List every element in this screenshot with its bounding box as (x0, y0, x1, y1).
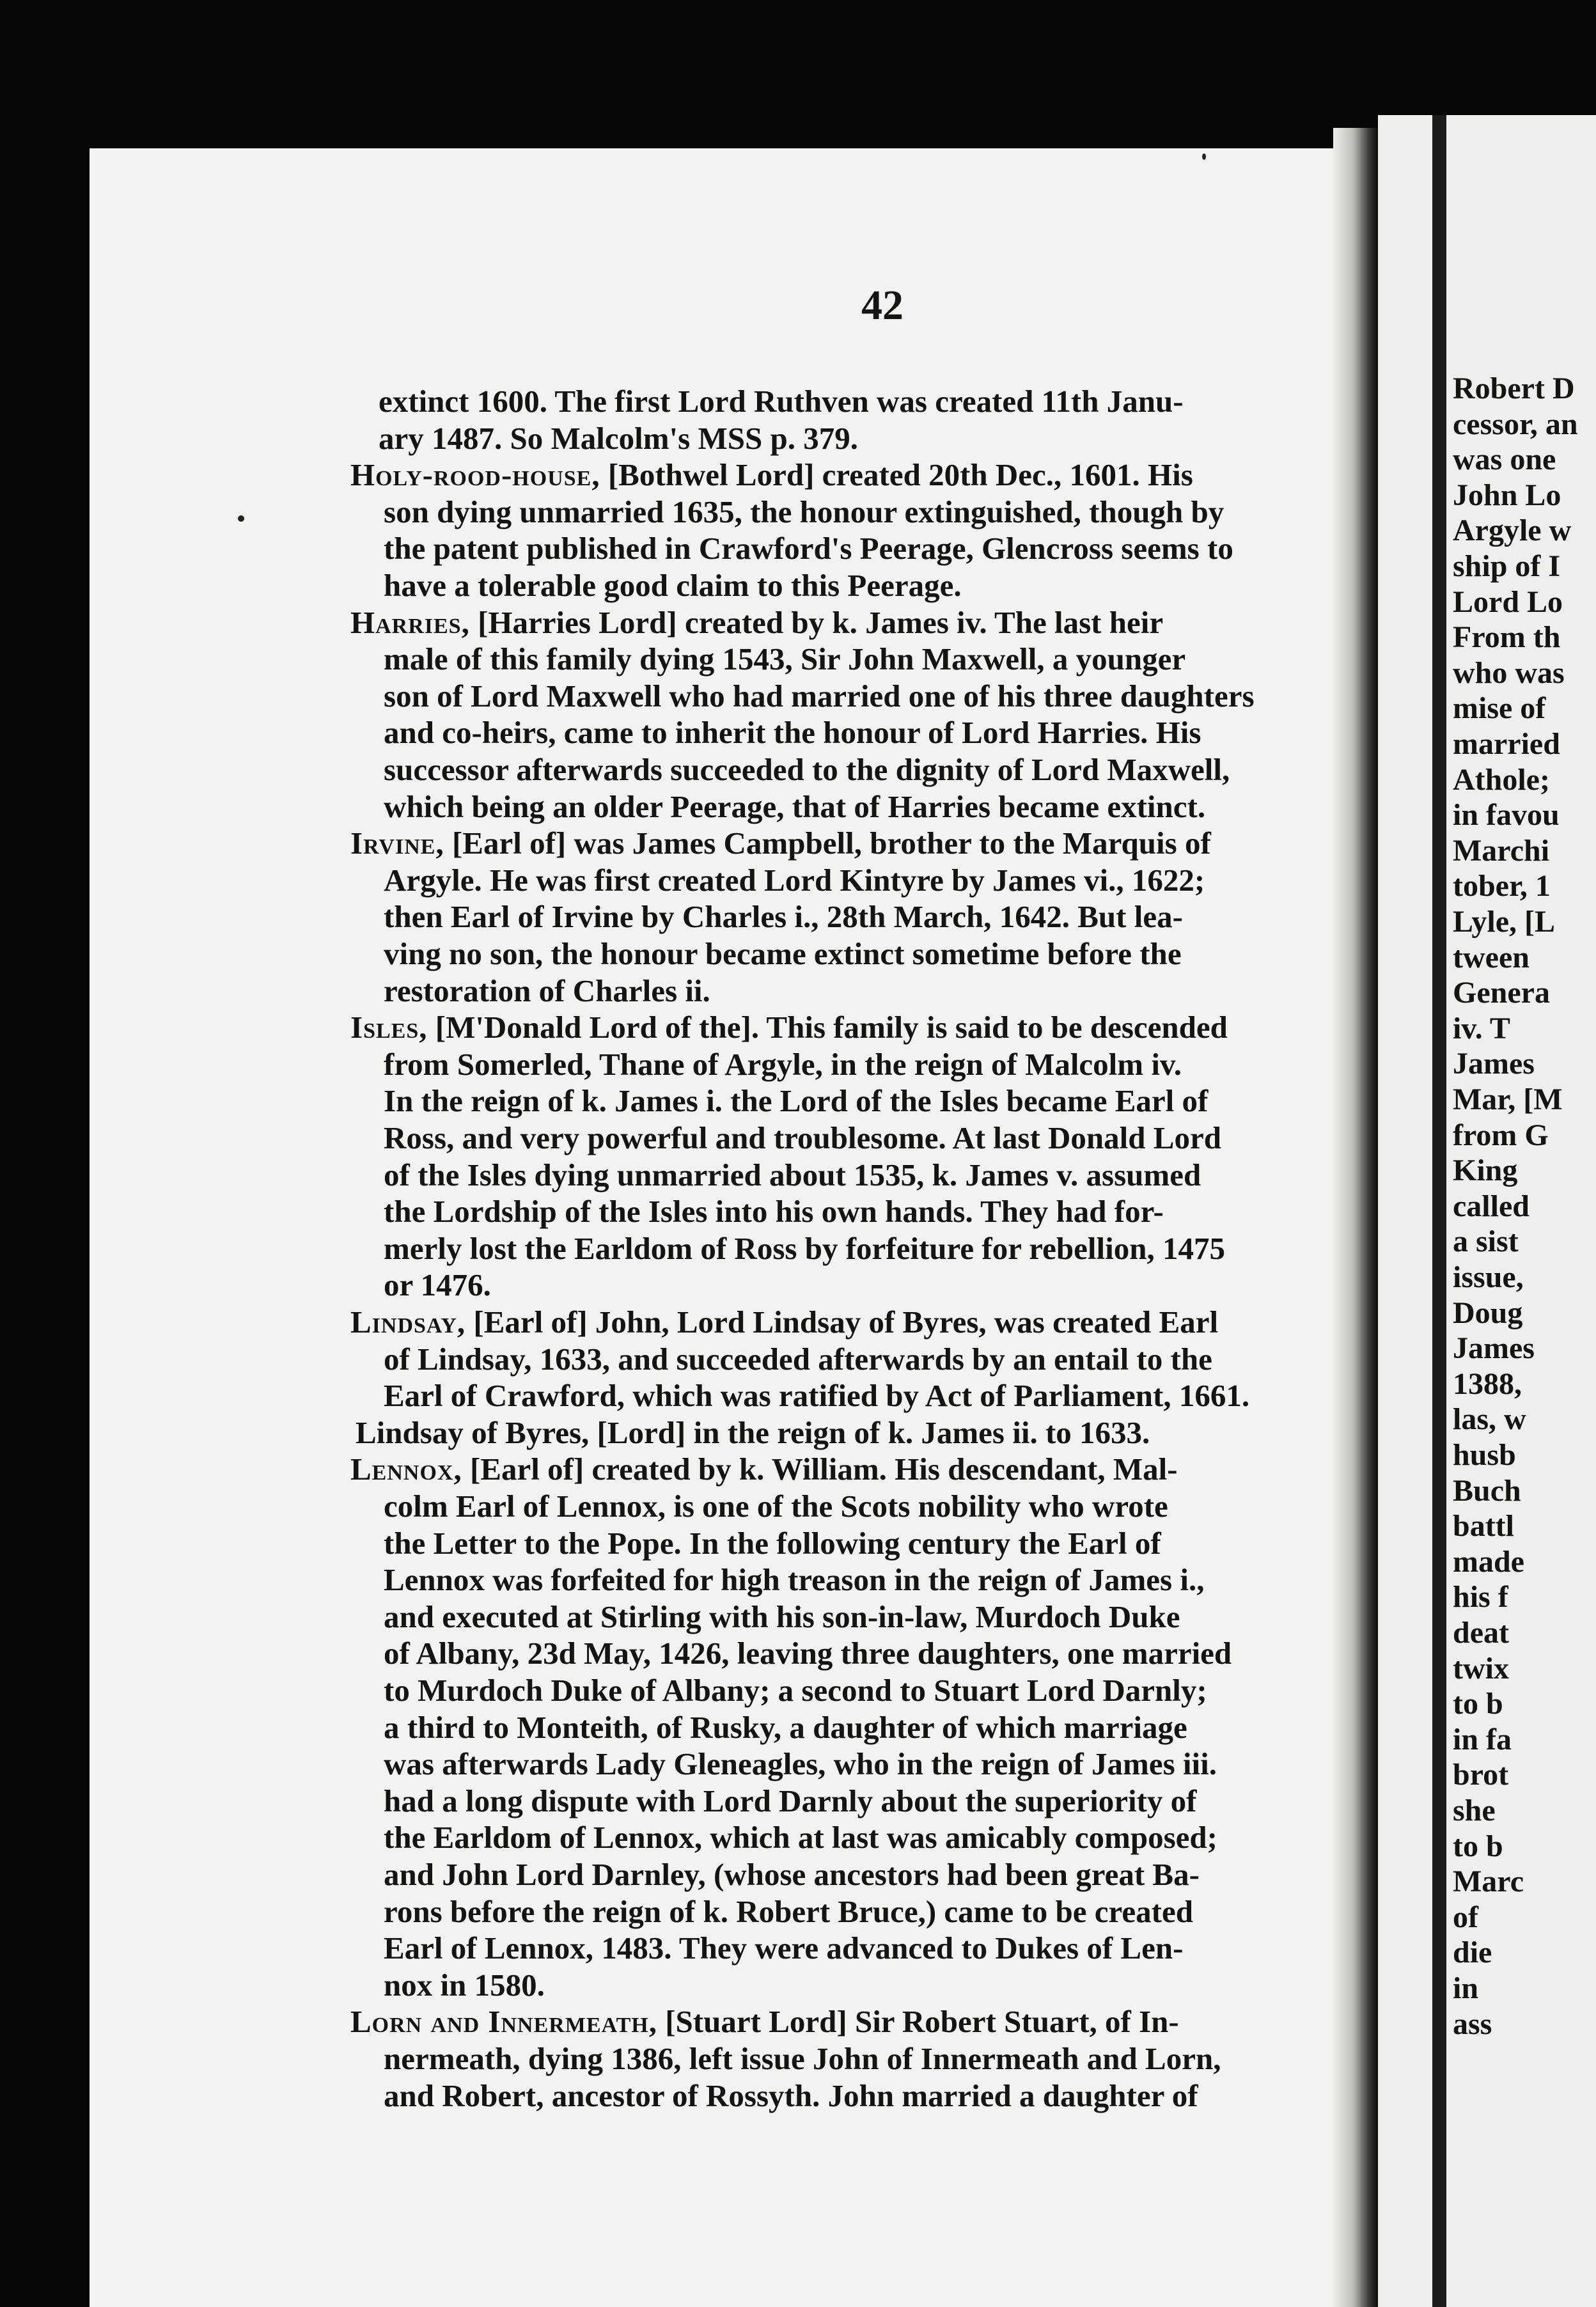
facing-page-fragment: James (1453, 1331, 1535, 1366)
line-text: nox in 1580. (384, 1967, 545, 2003)
text-line (350, 1008, 1228, 1047)
text-line (384, 493, 1224, 531)
text-line (384, 1893, 1193, 1931)
line-text: was afterwards Lady Gleneagles, who in the reign of James iii. (384, 1746, 1217, 1782)
facing-page-fragment: in (1453, 1971, 1479, 2005)
text-line (384, 1709, 1187, 1747)
line-text: successor afterwards succeeded to the dignity of Lord Maxwell, (384, 752, 1230, 787)
line-text: [Stuart Lord] Sir Robert Stuart, of In- (657, 2004, 1179, 2040)
facing-page-fragment: die (1453, 1936, 1492, 1970)
facing-page-fragment: Lyle, [L (1453, 905, 1556, 939)
line-text: and co-heirs, came to inherit the honour of Lord Harries. His (384, 715, 1201, 751)
facing-page-fragment: ass (1453, 2006, 1492, 2041)
text-line (384, 1377, 1249, 1415)
line-text: the Lordship of the Isles into his own hands. They had for- (384, 1194, 1164, 1230)
facing-page-fragment: King (1453, 1154, 1518, 1188)
facing-page-fragment: called (1453, 1189, 1529, 1223)
text-line (384, 1230, 1225, 1268)
text-line (384, 1045, 1182, 1084)
text-line (384, 1818, 1217, 1857)
line-text: colm Earl of Lennox, is one of the Scots nobility who wrote (384, 1489, 1168, 1524)
text-line (384, 788, 1205, 826)
text-line (384, 1561, 1204, 1599)
facing-page-fragment: Buch (1453, 1473, 1521, 1508)
line-text: have a tolerable good claim to this Peerage. (384, 568, 962, 603)
line-text: son of Lord Maxwell who had married one of his three daughters (384, 678, 1255, 714)
facing-page-fragment: Genera (1453, 976, 1550, 1010)
line-text: or 1476. (384, 1267, 491, 1303)
text-line (384, 935, 1182, 973)
text-line (384, 714, 1201, 752)
text-line (384, 1266, 491, 1304)
line-text: In the reign of k. James i. the Lord of the Isles became Earl of (384, 1083, 1209, 1119)
entry-heading: Lorn and Innermeath, (350, 2004, 657, 2040)
text-line (384, 1745, 1217, 1783)
facing-page-fragment: 1388, (1453, 1366, 1522, 1401)
facing-page-fragment: battl (1453, 1509, 1514, 1544)
facing-page-fragment: las, w (1453, 1402, 1526, 1437)
line-text: Lennox was forfeited for high treason in the reign of James i., (384, 1562, 1205, 1598)
line-text: rons before the reign of k. Robert Bruce,) came to be created (384, 1893, 1193, 1929)
facing-page-fragment: a sist (1453, 1224, 1519, 1259)
facing-page-fragment: she (1453, 1794, 1496, 1827)
text-line (350, 2003, 1179, 2041)
facing-page-fragment: Doug (1453, 1295, 1523, 1330)
line-text: [Earl of] created by k. William. His descendant, Mal- (462, 1451, 1178, 1487)
line-text: ving no son, the honour became extinct sometime before the (384, 936, 1182, 971)
line-text: and John Lord Darnley, (whose ancestors had been great Ba- (384, 1857, 1200, 1892)
facing-page-fragment: Athole; (1453, 762, 1550, 797)
line-text: to Murdoch Duke of Albany; a second to Stuart Lord Darnly; (384, 1673, 1207, 1708)
facing-page-fragment: Lord Lo (1453, 584, 1563, 619)
line-text: a third to Monteith, of Rusky, a daughter of which marriage (384, 1709, 1187, 1745)
text-line (379, 382, 1184, 421)
text-line (384, 1082, 1208, 1120)
text-line (379, 419, 858, 458)
facing-page-fragment: of (1453, 1900, 1478, 1934)
facing-page-fragment: was one (1453, 442, 1556, 477)
text-line (384, 898, 1183, 936)
entry-heading: Harries, (350, 604, 470, 640)
text-line (350, 456, 1193, 494)
line-text: and Robert, ancestor of Rossyth. John married a daughter of (384, 2077, 1198, 2113)
entry-heading: Lennox, (350, 1451, 462, 1487)
text-line (384, 1929, 1183, 1967)
line-text: merly lost the Earldom of Ross by forfeiture for rebellion, 1475 (384, 1230, 1226, 1266)
line-text: and executed at Stirling with his son-in-law, Murdoch Duke (384, 1599, 1180, 1634)
ink-speck (238, 515, 244, 522)
entry-heading: Holy-rood-house, (350, 457, 600, 493)
line-text: ary 1487. So Malcolm's MSS p. 379. (379, 420, 858, 456)
line-text: son dying unmarried 1635, the honour extinguished, though by (384, 494, 1224, 529)
facing-page-fragment: John Lo (1453, 478, 1561, 512)
facing-page-fragment: in favou (1453, 798, 1560, 833)
line-text: [Harries Lord] created by k. James iv. The last heir (469, 604, 1164, 640)
line-text: Ross, and very powerful and troublesome. At last Donald Lord (384, 1120, 1221, 1155)
page-gutter-shadow (1333, 128, 1378, 2307)
text-line (384, 1782, 1196, 1820)
facing-page-fragment: Marc (1453, 1865, 1524, 1899)
facing-page-fragment: to b (1453, 1829, 1503, 1863)
text-line (384, 972, 710, 1010)
facing-page-fragment: Robert D (1453, 371, 1575, 405)
line-text: had a long dispute with Lord Darnly about the superiority of (384, 1783, 1197, 1818)
line-text: Earl of Lennox, 1483. They were advanced to Dukes of Len- (384, 1930, 1184, 1966)
facing-page-fragment: twix (1453, 1651, 1509, 1685)
entry-heading: Irvine, (350, 825, 444, 861)
text-line (384, 640, 1185, 678)
text-line (384, 1156, 1201, 1194)
text-line (384, 1487, 1168, 1526)
text-line (384, 677, 1255, 716)
facing-page-edge (1432, 115, 1446, 2307)
text-line (384, 1119, 1221, 1157)
text-line (384, 567, 962, 605)
line-text: [Earl of] was James Campbell, brother to the Marquis of (444, 825, 1211, 861)
facing-page-fragment: in fa (1453, 1722, 1512, 1756)
line-text: of Albany, 23d May, 1426, leaving three daughters, one married (384, 1636, 1232, 1671)
line-text: the Letter to the Pope. In the following century the Earl of (384, 1525, 1161, 1561)
facing-page-fragment: brot (1453, 1758, 1509, 1792)
facing-page-fragment: made (1453, 1544, 1524, 1579)
text-line (384, 1671, 1207, 1710)
facing-page-fragment: married (1453, 727, 1560, 761)
text-line (384, 1598, 1180, 1636)
facing-page-fragment: Marchi (1453, 833, 1550, 868)
facing-page-fragment: cessor, an (1453, 407, 1578, 441)
line-text: then Earl of Irvine by Charles i., 28th March, 1642. But lea- (384, 899, 1183, 935)
line-text: [Bothwel Lord] created 20th Dec., 1601. His (600, 457, 1193, 493)
facing-page-fragment: Mar, [M (1453, 1083, 1563, 1116)
facing-page-fragment: who was (1453, 655, 1565, 690)
text-line (384, 2040, 1221, 2078)
text-line (350, 604, 1163, 642)
facing-page-fragment: issue, (1453, 1260, 1524, 1294)
text-line (350, 1303, 1218, 1341)
line-text: of the Isles dying unmarried about 1535, k. James v. assumed (384, 1157, 1201, 1193)
line-text: restoration of Charles ii. (384, 973, 710, 1008)
line-text: male of this family dying 1543, Sir John Maxwell, a younger (384, 641, 1186, 677)
facing-page-fragment: to b (1453, 1687, 1503, 1721)
text-line (384, 2077, 1198, 2115)
entry-heading: Isles, (350, 1010, 428, 1045)
facing-page-fragment: tween (1453, 940, 1529, 974)
facing-page-fragment: mise of (1453, 691, 1546, 726)
line-text: Argyle. He was first created Lord Kintyre by James vi., 1622; (384, 862, 1205, 898)
text-line (384, 751, 1230, 789)
line-text: [M'Donald Lord of the]. This family is said to be descended (427, 1010, 1228, 1045)
page-number: 42 (861, 282, 904, 329)
ink-speck (1202, 153, 1206, 160)
line-text: of Lindsay, 1633, and succeeded afterwards by an entail to the (384, 1341, 1212, 1377)
entry-heading: Lindsay, (350, 1304, 466, 1340)
line-text: nermeath, dying 1386, left issue John of Innermeath and Lorn, (384, 2041, 1221, 2076)
text-line (384, 1340, 1212, 1379)
text-line (384, 1966, 545, 2005)
line-text: the patent published in Crawford's Peerage, Glencross seems to (384, 531, 1233, 567)
facing-page-fragment: from G (1453, 1118, 1549, 1152)
facing-page-fragment: iv. T (1453, 1011, 1510, 1045)
line-text: from Somerled, Thane of Argyle, in the reign of Malcolm iv. (384, 1046, 1182, 1082)
facing-page-fragment: deat (1453, 1616, 1509, 1650)
line-text: [Earl of] John, Lord Lindsay of Byres, was created Earl (465, 1304, 1219, 1340)
text-line (384, 529, 1233, 568)
line-text: Earl of Crawford, which was ratified by Act of Parliament, 1661. (384, 1378, 1250, 1414)
line-text: the Earldom of Lennox, which at last was amicably composed; (384, 1820, 1217, 1856)
facing-page-fragment: James (1453, 1047, 1535, 1081)
facing-page-fragment: From th (1453, 620, 1561, 655)
text-line (384, 1524, 1161, 1563)
text-line (384, 1634, 1232, 1673)
facing-page-fragment: Argyle w (1453, 513, 1572, 548)
text-line (356, 1414, 1150, 1452)
facing-page-fragment: ship of I (1453, 549, 1561, 583)
line-text: Lindsay of Byres, [Lord] in the reign of k. James ii. to 1633. (356, 1414, 1150, 1450)
line-text: extinct 1600. The first Lord Ruthven was created 11th Janu- (379, 384, 1184, 419)
line-text: which being an older Peerage, that of Harries became extinct. (384, 788, 1206, 824)
text-line (350, 1450, 1178, 1489)
text-line (384, 1856, 1200, 1894)
facing-page-fragment: his f (1453, 1580, 1508, 1615)
text-line (384, 1193, 1164, 1231)
text-line (384, 861, 1205, 900)
text-line (350, 824, 1211, 863)
facing-page-fragment: tober, 1 (1453, 869, 1551, 903)
facing-page-fragment: husb (1453, 1438, 1516, 1472)
